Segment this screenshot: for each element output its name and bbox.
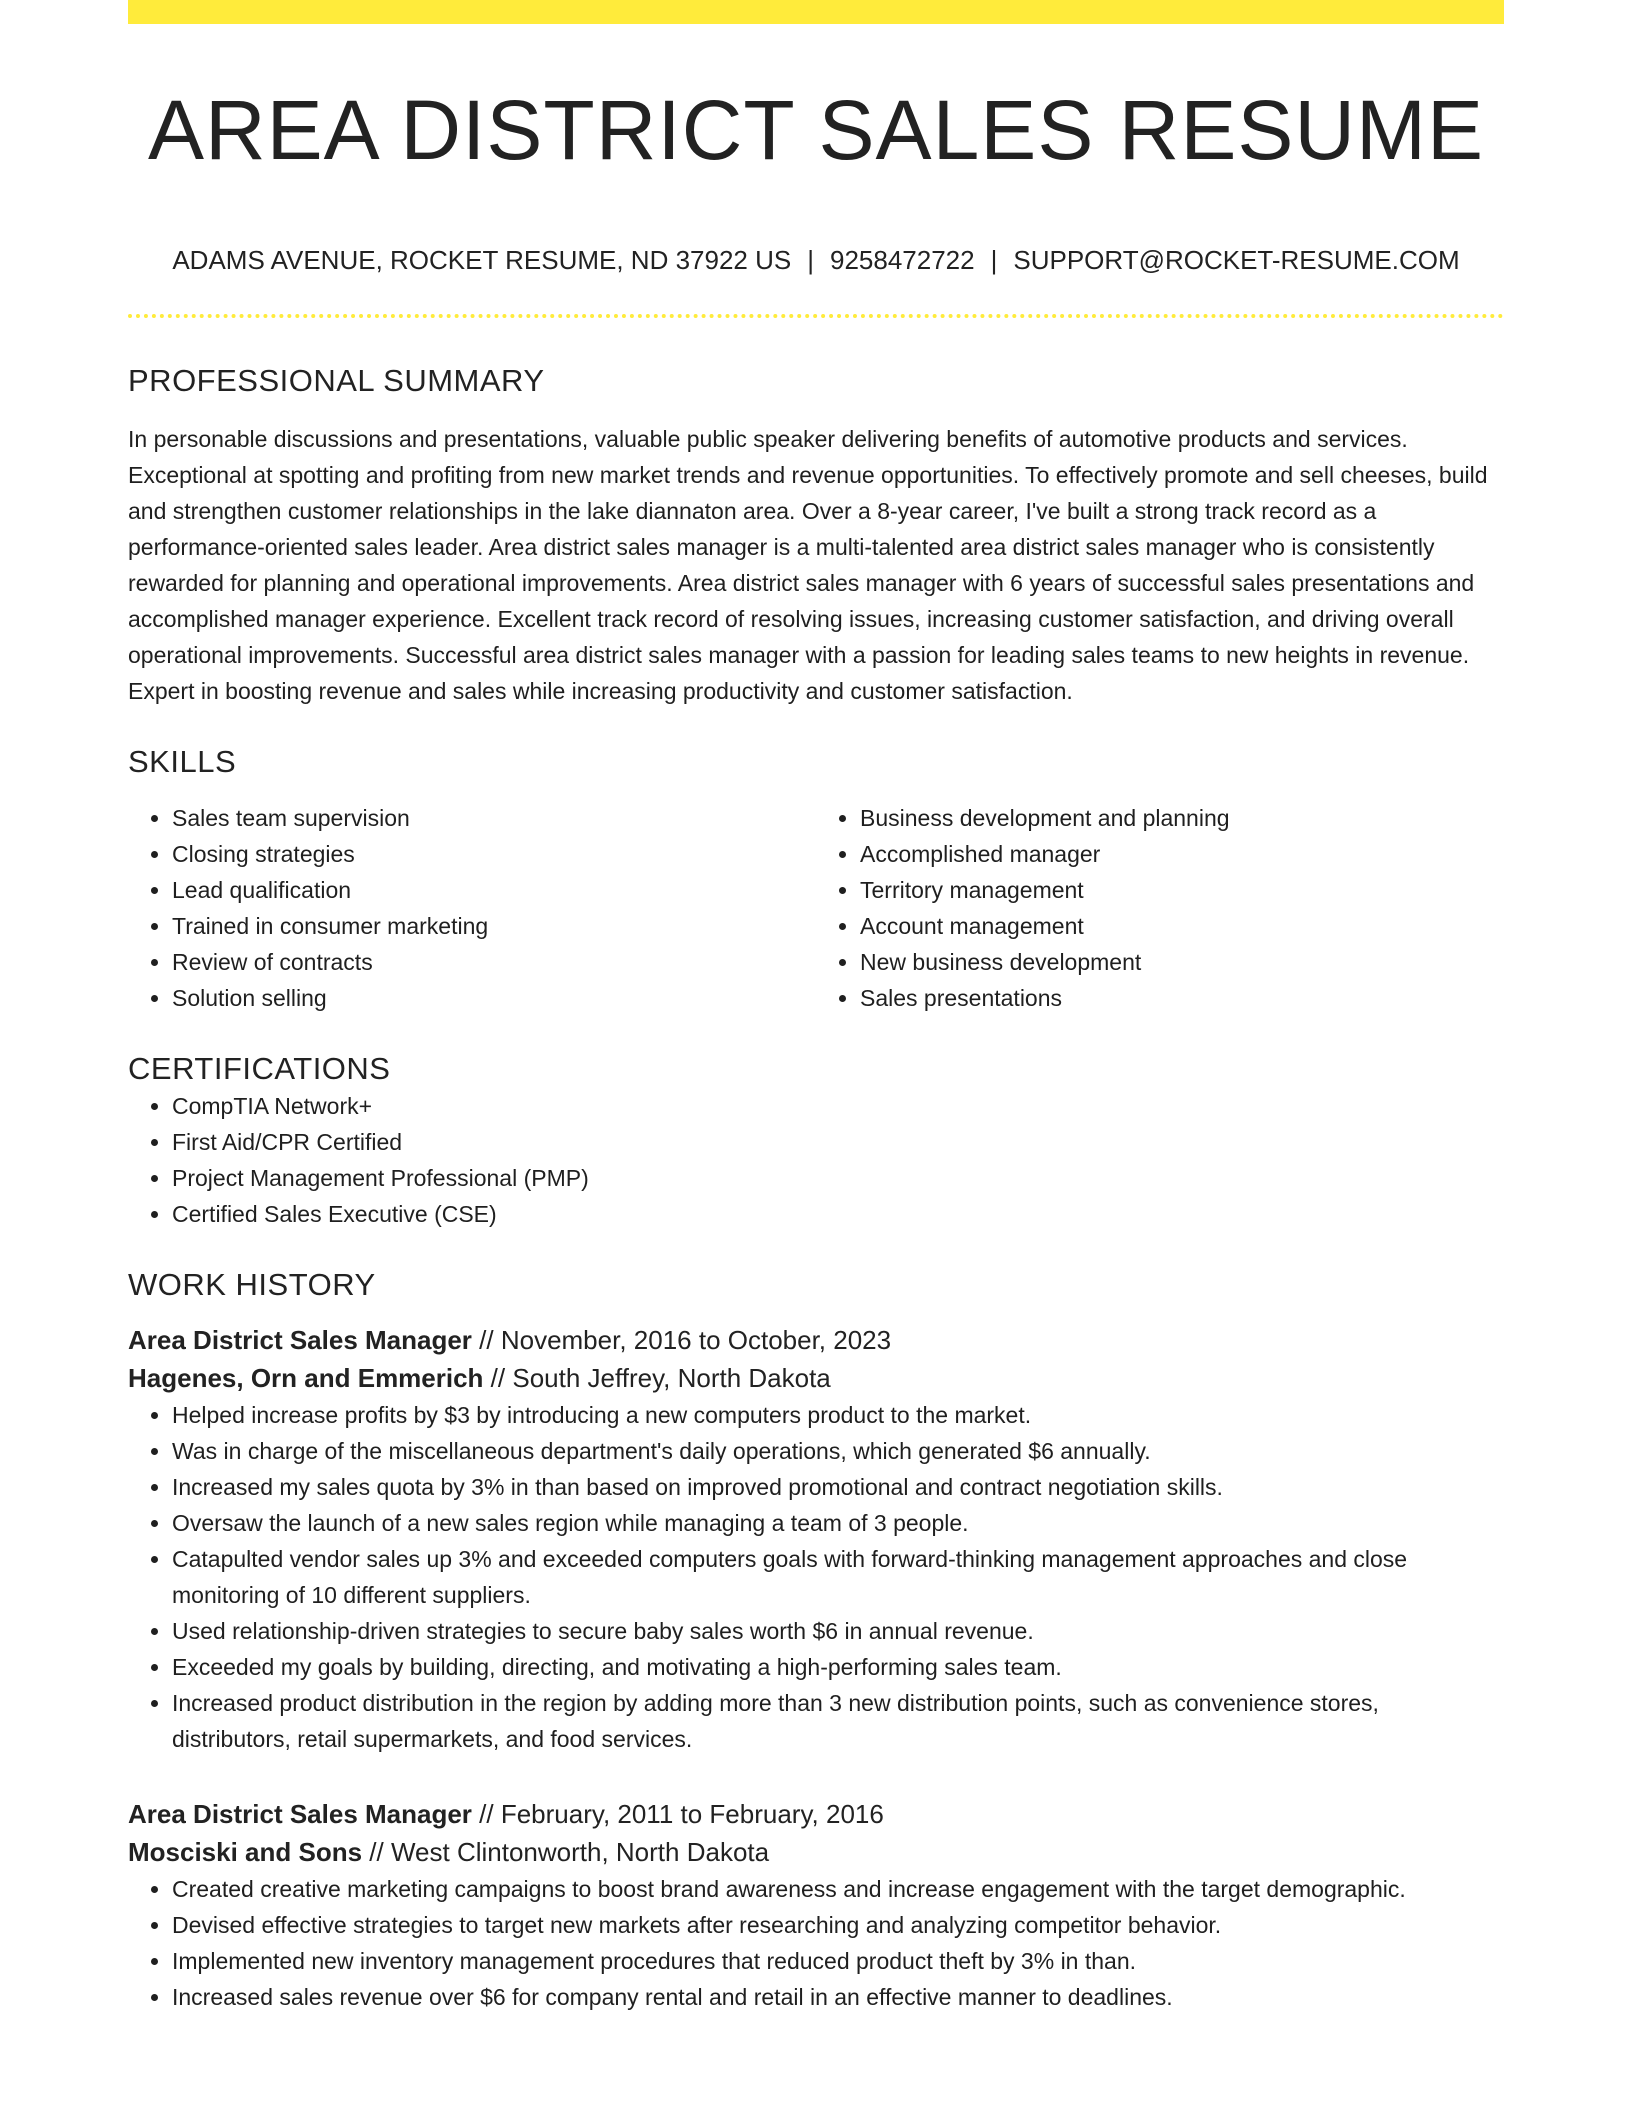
achievement-item: • Increased product distribution in the region by adding more than 3 new distribution points, such as convenience stores, distributors, retail supermarkets, and food services. xyxy=(172,1685,1504,1757)
certifications-list xyxy=(128,1088,1504,1232)
achievement-item: • Used relationship-driven strategies to secure baby sales worth $6 in annual revenue. xyxy=(172,1613,1504,1649)
achievement-item: • Exceeded my goals by building, directing, and motivating a high-performing sales team. xyxy=(172,1649,1504,1685)
certification-item: • First Aid/CPR Certified xyxy=(172,1124,1504,1160)
skill-item: • Business development and planning xyxy=(860,800,1504,836)
skill-item: • Closing strategies xyxy=(172,836,816,872)
achievement-item: • Catapulted vendor sales up 3% and exceeded computers goals with forward-thinking management approaches and close monitoring of 10 different suppliers. xyxy=(172,1541,1504,1613)
achievement-item: • Oversaw the launch of a new sales region while managing a team of 3 people. xyxy=(172,1505,1504,1541)
resume-page xyxy=(128,0,1504,2015)
job-company: Hagenes, Orn and Emmerich xyxy=(128,1362,484,1393)
skills-heading: SKILLS xyxy=(128,744,237,780)
job-role-line xyxy=(128,1321,1504,1359)
dotted-divider xyxy=(128,314,1504,318)
job-location: // West Clintonworth, North Dakota xyxy=(362,1836,770,1867)
accent-top-bar xyxy=(128,0,1504,24)
job-dates: // November, 2016 to October, 2023 xyxy=(471,1324,892,1355)
summary-text: In personable discussions and presentations, valuable public speaker delivering benefits of automotive products and services. Exceptional at spotting and profiting from new market trends and revenue opportunities. To effectively promote and sell cheeses, build and strengthen customer relationships in the lake diannaton area. Over a 8-year career, I've built a strong track record as a performance-oriented sales leader. Area district sales manager is a multi-talented area district sales manager who is consistently rewarded for planning and operational improvements. Area district sales manager with 6 years of successful sales presentations and accomplished manager experience. Excellent track record of resolving issues, increasing customer satisfaction, and driving overall operational improvements. Successful area district sales manager with a passion for leading sales teams to new heights in revenue. Expert in boosting revenue and sales while increasing productivity and customer satisfaction. xyxy=(128,426,1488,705)
contact-email: SUPPORT@ROCKET-RESUME.COM xyxy=(1013,244,1460,275)
contact-address: ADAMS AVENUE, ROCKET RESUME, ND 37922 US xyxy=(172,244,792,275)
certification-item: • Project Management Professional (PMP) xyxy=(172,1160,1504,1196)
skills-grid xyxy=(128,800,1504,1016)
contact-line xyxy=(128,245,1504,276)
job-entry xyxy=(128,1795,1504,2015)
skills-column-right xyxy=(816,800,1504,1016)
skill-item: • New business development xyxy=(860,944,1504,980)
job-achievements xyxy=(128,1871,1504,2015)
achievement-item: • Increased sales revenue over $6 for company rental and retail in an effective manner to deadlines. xyxy=(172,1979,1504,2015)
job-company-line xyxy=(128,1833,1504,1871)
skill-item: • Sales presentations xyxy=(860,980,1504,1016)
achievement-item: • Was in charge of the miscellaneous department's daily operations, which generated $6 annually. xyxy=(172,1433,1504,1469)
summary-heading: PROFESSIONAL SUMMARY xyxy=(128,362,545,398)
certifications-heading: CERTIFICATIONS xyxy=(128,1051,391,1087)
job-location: // South Jeffrey, North Dakota xyxy=(483,1362,831,1393)
job-company-line xyxy=(128,1359,1504,1397)
skills-list-left xyxy=(128,800,816,1016)
skill-item: • Lead qualification xyxy=(172,872,816,908)
achievement-item: • Increased my sales quota by 3% in than based on improved promotional and contract negotiation skills. xyxy=(172,1469,1504,1505)
skill-item: • Trained in consumer marketing xyxy=(172,908,816,944)
skill-item: • Accomplished manager xyxy=(860,836,1504,872)
skills-column-left xyxy=(128,800,816,1016)
job-role: Area District Sales Manager xyxy=(128,1798,472,1829)
job-role-line xyxy=(128,1795,1504,1833)
job-achievements xyxy=(128,1397,1504,1757)
job-dates: // February, 2011 to February, 2016 xyxy=(471,1798,884,1829)
skills-list-right xyxy=(816,800,1504,1016)
certification-item: • Certified Sales Executive (CSE) xyxy=(172,1196,1504,1232)
skill-item: • Account management xyxy=(860,908,1504,944)
skill-item: • Territory management xyxy=(860,872,1504,908)
job-role: Area District Sales Manager xyxy=(128,1324,472,1355)
skill-item: • Sales team supervision xyxy=(172,800,816,836)
job-entry xyxy=(128,1321,1504,1757)
skill-item: • Solution selling xyxy=(172,980,816,1016)
certification-item: • CompTIA Network+ xyxy=(172,1088,1504,1124)
achievement-item: • Helped increase profits by $3 by introducing a new computers product to the market. xyxy=(172,1397,1504,1433)
contact-separator: | xyxy=(807,244,814,275)
achievement-item: • Created creative marketing campaigns to boost brand awareness and increase engagement with the target demographic. xyxy=(172,1871,1504,1907)
resume-title: AREA DISTRICT SALES RESUME xyxy=(147,83,1485,177)
work-history-heading: WORK HISTORY xyxy=(128,1266,376,1302)
contact-phone: 9258472722 xyxy=(829,244,975,275)
skill-item: • Review of contracts xyxy=(172,944,816,980)
contact-separator: | xyxy=(990,244,998,275)
achievement-item: • Implemented new inventory management procedures that reduced product theft by 3% in than. xyxy=(172,1943,1504,1979)
job-company: Mosciski and Sons xyxy=(128,1836,363,1867)
achievement-item: • Devised effective strategies to target new markets after researching and analyzing competitor behavior. xyxy=(172,1907,1504,1943)
